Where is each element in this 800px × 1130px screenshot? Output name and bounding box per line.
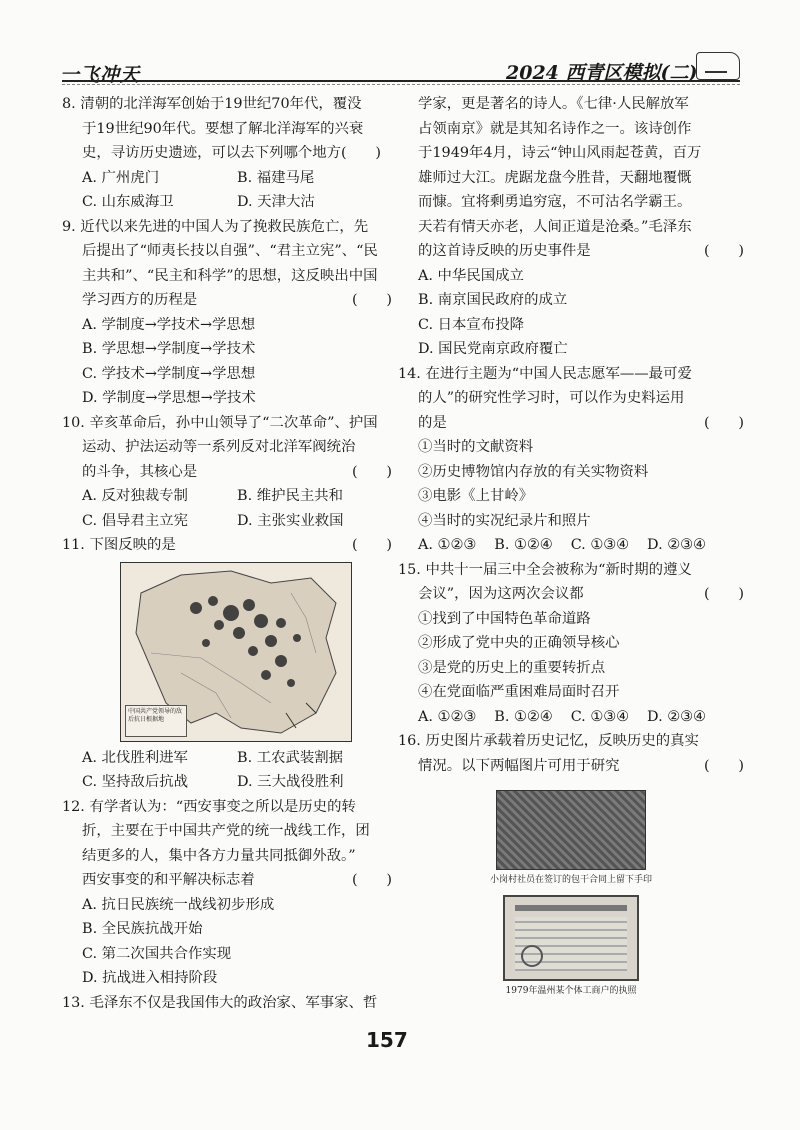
q13-option-d[interactable]: D. 国民党南京政府覆亡 (418, 341, 568, 357)
question-12 (62, 795, 392, 991)
q10-stem-line: 10. 辛亥革命后，孙中山领导了“二次革命”、护国 (62, 414, 378, 431)
q12-stem-line: 折，主要在于中国共产党的统一战线工作，团 (82, 823, 370, 839)
map-legend: 中国共产党领导的敌后抗日根据地 (125, 705, 187, 737)
q10-option-a[interactable]: A. 反对独裁专制 (82, 488, 188, 504)
header-brand: 一飞冲天 (60, 64, 141, 86)
q14-item: ④当时的实况纪录片和照片 (418, 512, 591, 529)
question-8 (62, 92, 392, 215)
photo-caption-2: 1979年温州某个体工商户的执照 (505, 986, 637, 996)
q13-stem-line: 而慷。宜将剩勇追穷寇，不可沽名学霸王。 (418, 194, 692, 210)
q10-option-d[interactable]: D. 主张实业救国 (237, 512, 344, 529)
q15-option-c[interactable]: C. ①③④ (570, 708, 630, 725)
q16-answer-bracket[interactable]: ( ) (703, 757, 744, 774)
header-exam-title: 2024 西青区模拟(二) (506, 62, 698, 84)
question-15 (398, 558, 744, 730)
business-license-photo (503, 895, 639, 981)
q9-option-b[interactable]: B. 学思想→学制度→学技术 (82, 341, 256, 357)
q8-option-d[interactable]: D. 天津大沽 (237, 194, 315, 210)
q9-option-d[interactable]: D. 学制度→学思想→学技术 (82, 390, 256, 406)
q10-answer-bracket[interactable]: ( ) (351, 463, 392, 480)
q15-answer-bracket[interactable]: ( ) (703, 586, 744, 602)
q8-stem-line: 8. 清朝的北洋海军创始于19世纪70年代，覆没 (62, 96, 362, 112)
q13-stem-line: 学家，更是著名的诗人。《七律·人民解放军 (418, 96, 689, 112)
q14-answer-bracket[interactable]: ( ) (703, 414, 744, 431)
q9-stem-line: 9. 近代以来先进的中国人为了挽救民族危亡，先 (62, 218, 369, 235)
q13-stem-line: 天若有情天亦老，人间正道是沧桑。”毛泽东 (418, 218, 692, 235)
q14-stem-line: 的人”的研究性学习时，可以作为史料运用 (418, 390, 685, 406)
q13-option-a[interactable]: A. 中华民国成立 (418, 267, 524, 284)
q8-option-a[interactable]: A. 广州虎门 (82, 169, 160, 186)
q11-option-b[interactable]: B. 工农武装割据 (237, 749, 344, 766)
question-9 (62, 215, 392, 411)
right-column (398, 92, 744, 1006)
header-rule-dashed (62, 84, 740, 85)
q9-stem-line: 后提出了“师夷长技以自强”、“君主立宪”、“民 (82, 243, 378, 259)
q15-option-a[interactable]: A. ①②③ (418, 708, 477, 725)
q14-option-c[interactable]: C. ①③④ (570, 537, 630, 553)
q12-option-b[interactable]: B. 全民族抗战开始 (82, 921, 203, 937)
q11-stem: 11. 下图反映的是 (62, 537, 176, 553)
header-rule (62, 80, 740, 82)
q10-option-b[interactable]: B. 维护民主共和 (237, 488, 344, 504)
q14-stem-line: 的是 (418, 414, 447, 431)
question-16 (398, 729, 744, 998)
left-column (62, 92, 392, 1015)
base-area-map (120, 562, 352, 742)
q13-option-b[interactable]: B. 南京国民政府的成立 (418, 292, 568, 308)
q15-item: ③是党的历史上的重要转折点 (418, 659, 606, 676)
q10-stem-line: 的斗争，其核心是 (82, 463, 198, 480)
q8-stem-line: 史，寻访历史遗迹，可以去下列哪个地方( ) (82, 145, 382, 161)
question-11 (62, 533, 392, 795)
q13-answer-bracket[interactable]: ( ) (703, 243, 744, 259)
q12-stem-line: 结更多的人，集中各方力量共同抵御外敌。” (82, 847, 356, 864)
q15-stem-line: 会议”，因为这两次会议都 (418, 586, 584, 602)
q11-option-a[interactable]: A. 北伐胜利进军 (82, 749, 188, 766)
q12-stem-line: 西安事变的和平解决标志着 (82, 872, 255, 888)
page-number: 157 (366, 1028, 408, 1052)
q14-item: ①当时的文献资料 (418, 439, 534, 455)
q15-item: ①找到了中国特色革命道路 (418, 610, 591, 627)
q13-stem-line: 占领南京》就是其知名诗作之一。该诗创作 (418, 120, 692, 137)
q9-option-c[interactable]: C. 学技术→学制度→学思想 (82, 365, 256, 382)
q12-answer-bracket[interactable]: ( ) (351, 872, 392, 888)
q14-option-d[interactable]: D. ②③④ (647, 537, 706, 553)
q13-stem-line: 雄师过大江。虎踞龙盘今胜昔，天翻地覆慨 (418, 169, 692, 186)
q12-option-d[interactable]: D. 抗战进入相持阶段 (82, 970, 218, 986)
q15-item: ②形成了党中央的正确领导核心 (418, 635, 620, 651)
q16-stem-line: 情况。以下两幅图片可用于研究 (418, 757, 620, 774)
q8-stem-line: 于19世纪90年代。要想了解北洋海军的兴衰 (82, 120, 364, 137)
q8-option-b[interactable]: B. 福建马尾 (237, 169, 315, 186)
q14-option-a[interactable]: A. ①②③ (418, 537, 477, 553)
q9-option-a[interactable]: A. 学制度→学技术→学思想 (82, 316, 256, 333)
photo-caption-1: 小岗村社员在签订的包干合同上留下手印 (489, 875, 652, 885)
q12-stem-line: 12. 有学者认为：“西安事变之所以是历史的转 (62, 798, 356, 815)
q14-option-b[interactable]: B. ①②④ (494, 537, 553, 553)
question-14 (398, 362, 744, 558)
q9-stem-line: 学习西方的历程是 (82, 292, 198, 308)
q14-item: ③电影《上甘岭》 (418, 488, 534, 504)
question-13-continued (398, 92, 744, 362)
q11-option-d[interactable]: D. 三大战役胜利 (237, 774, 344, 790)
q11-option-c[interactable]: C. 坚持敌后抗战 (82, 774, 188, 790)
q14-stem-line: 14. 在进行主题为“中国人民志愿军——最可爱 (398, 365, 692, 382)
q14-item: ②历史博物馆内存放的有关实物资料 (418, 463, 649, 480)
q9-stem-line: 主共和”、“民主和科学”的思想，这反映出中国 (82, 267, 378, 284)
q11-answer-bracket[interactable]: ( ) (351, 537, 392, 553)
q12-option-c[interactable]: C. 第二次国共合作实现 (82, 945, 232, 962)
question-10 (62, 411, 392, 534)
contract-photo (496, 790, 646, 870)
q15-item: ④在党面临严重困难局面时召开 (418, 684, 620, 700)
q13-stem-line: 的这首诗反映的历史事件是 (418, 243, 591, 259)
q9-answer-bracket[interactable]: ( ) (351, 292, 392, 308)
header-decoration-icon (696, 52, 740, 80)
q15-option-b[interactable]: B. ①②④ (494, 708, 553, 725)
q10-stem-line: 运动、护法运动等一系列反对北洋军阀统治 (82, 439, 356, 455)
q13-option-c[interactable]: C. 日本宣布投降 (418, 316, 524, 333)
q8-option-c[interactable]: C. 山东威海卫 (82, 194, 174, 210)
q16-stem-line: 16. 历史图片承载着历史记忆，反映历史的真实 (398, 733, 699, 749)
q12-option-a[interactable]: A. 抗日民族统一战线初步形成 (82, 896, 275, 913)
q10-option-c[interactable]: C. 倡导君主立宪 (82, 512, 188, 529)
q15-stem-line: 15. 中共十一届三中全会被称为“新时期的遵义 (398, 561, 692, 578)
q13-stem-line: 于1949年4月，诗云“钟山风雨起苍黄，百万 (418, 145, 702, 161)
q13-stem-start: 13. 毛泽东不仅是我国伟大的政治家、军事家、哲 (62, 994, 378, 1011)
q15-option-d[interactable]: D. ②③④ (647, 708, 706, 725)
